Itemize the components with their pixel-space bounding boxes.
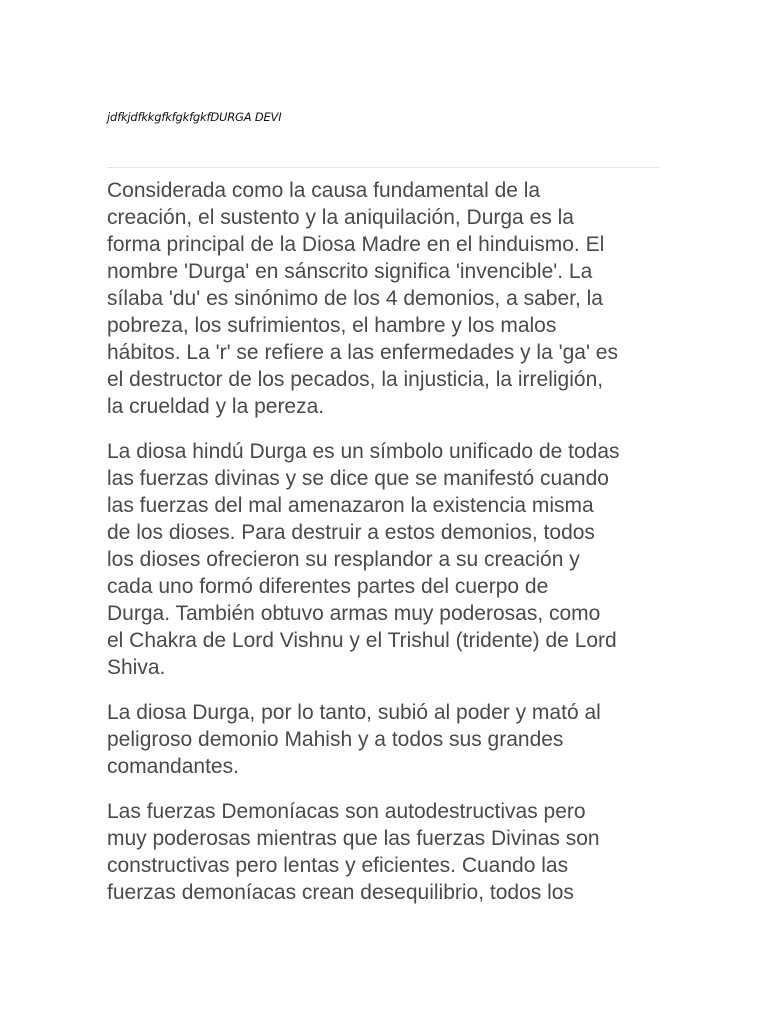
text-line: hábitos. La 'r' se refiere a las enfermedades y la 'ga' es [107, 341, 618, 364]
text-line: las fuerzas del mal amenazaron la existencia misma [107, 494, 594, 517]
text-line: Las fuerzas Demoníacas son autodestructivas pero [107, 800, 586, 823]
text-line: la crueldad y la pereza. [107, 395, 325, 418]
text-line: comandantes. [107, 755, 239, 778]
title-divider [107, 167, 660, 168]
text-line: fuerzas demoníacas crean desequilibrio, todos los [107, 881, 574, 904]
text-line: las fuerzas divinas y se dice que se manifestó cuando [107, 467, 609, 490]
text-line: Shiva. [107, 656, 166, 679]
text-line: pobreza, los sufrimientos, el hambre y los malos [107, 314, 557, 337]
text-line: Durga. También obtuvo armas muy poderosas, como [107, 602, 601, 625]
text-line: creación, el sustento y la aniquilación, Durga es la [107, 206, 574, 229]
text-line: La diosa hindú Durga es un símbolo unificado de todas [107, 440, 620, 463]
paragraph-1 [107, 177, 667, 420]
text-line: forma principal de la Diosa Madre en el hinduismo. El [107, 233, 605, 256]
paragraph-4 [107, 798, 667, 906]
text-line: el destructor de los pecados, la injusticia, la irreligión, [107, 368, 604, 391]
document-title: jdfkjdfkkgfkfgkfgkfDURGA DEVI [107, 110, 282, 124]
text-line: cada uno formó diferentes partes del cuerpo de [107, 575, 549, 598]
text-line: nombre 'Durga' en sánscrito significa 'invencible'. La [107, 260, 593, 283]
text-line: constructivas pero lentas y eficientes. Cuando las [107, 854, 569, 877]
text-line: de los dioses. Para destruir a estos demonios, todos [107, 521, 595, 544]
text-line: peligroso demonio Mahish y a todos sus grandes [107, 728, 564, 751]
text-line: Considerada como la causa fundamental de la [107, 179, 541, 202]
paragraph-2 [107, 438, 667, 681]
paragraph-3 [107, 699, 667, 780]
document-body [107, 177, 667, 924]
text-line: sílaba 'du' es sinónimo de los 4 demonios, a saber, la [107, 287, 603, 310]
text-line: el Chakra de Lord Vishnu y el Trishul (tridente) de Lord [107, 629, 617, 652]
text-line: La diosa Durga, por lo tanto, subió al poder y mató al [107, 701, 601, 724]
text-line: muy poderosas mientras que las fuerzas Divinas son [107, 827, 600, 850]
text-line: los dioses ofrecieron su resplandor a su creación y [107, 548, 580, 571]
